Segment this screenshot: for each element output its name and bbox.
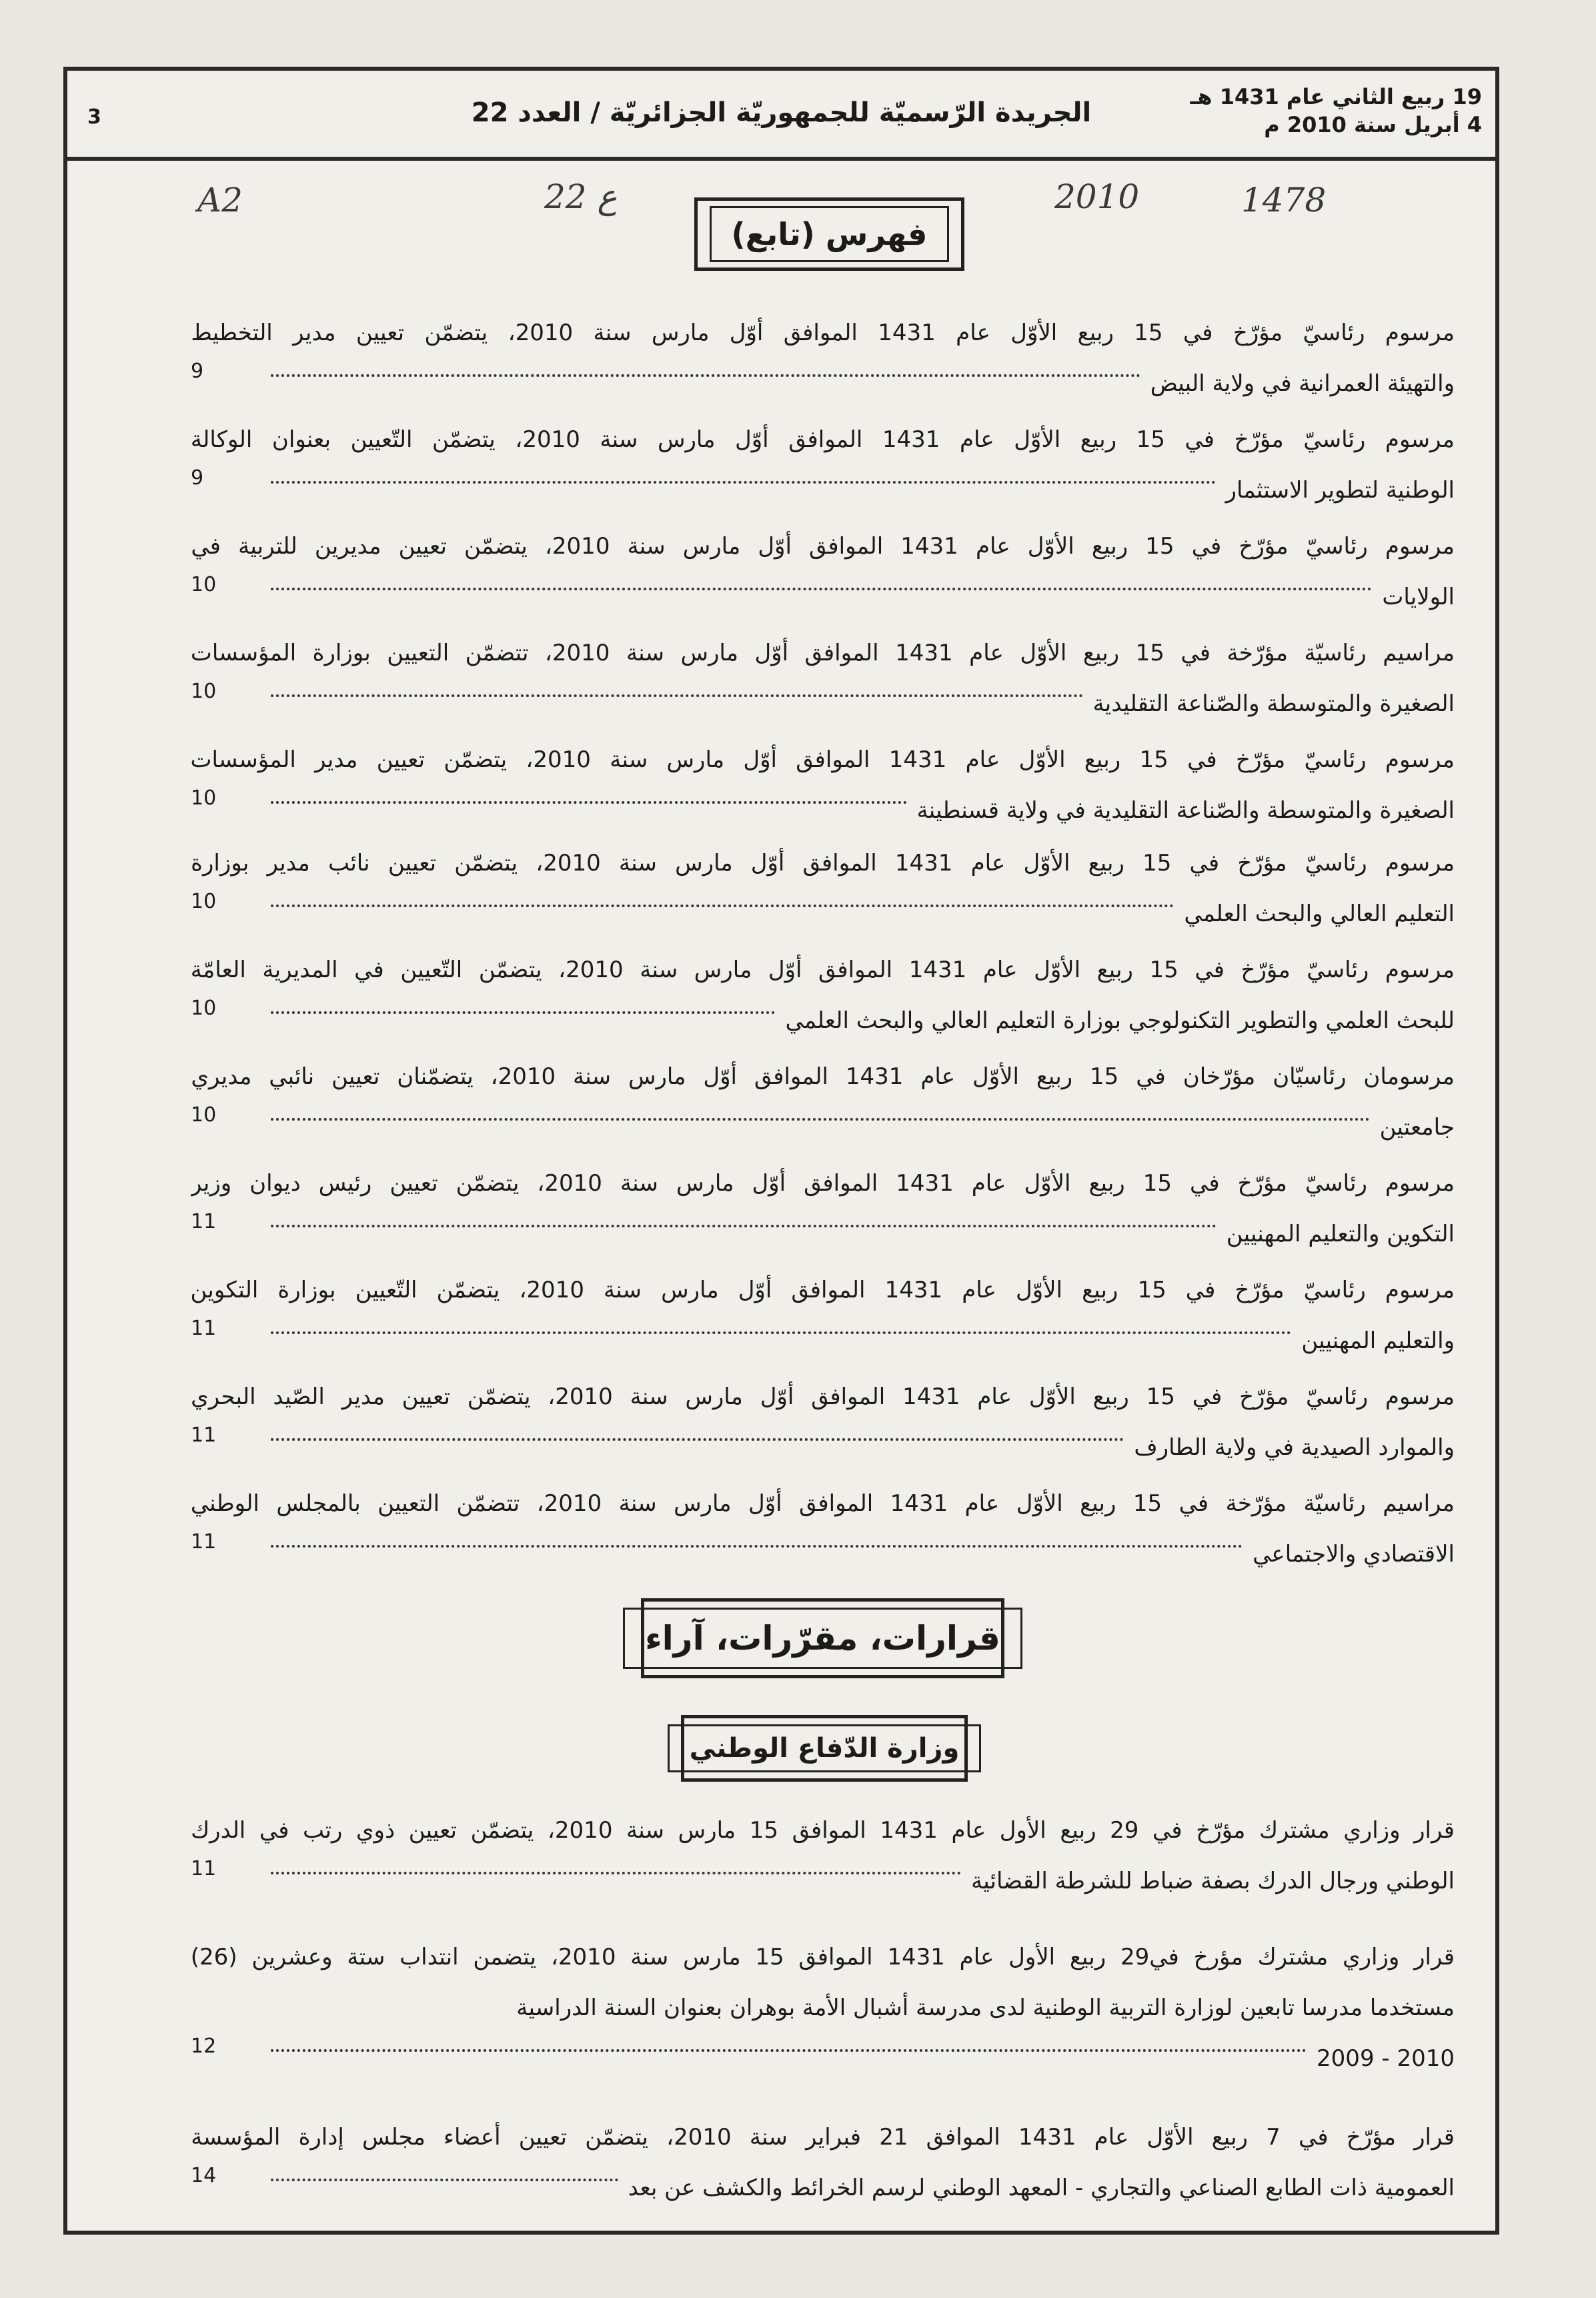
toc-entry-text xyxy=(191,1158,1455,1259)
leader-dots xyxy=(271,1011,775,1014)
leader-dots xyxy=(271,694,1083,697)
toc-entry-line2: والموارد الصيدية في ولاية الطارف xyxy=(1134,1434,1455,1461)
decision-entry xyxy=(191,1805,1455,1892)
toc-entry-line1: مرسوم رئاسيّ مؤرّخ في 15 ربيع الأوّل عام 1431 الموافق أوّل مارس سنة 2010، يتضمّن التّعيين بوزارة التكوين xyxy=(191,1277,1455,1303)
toc-entry-text xyxy=(191,414,1455,516)
toc-entry-line2: التكوين والتعليم المهنيين xyxy=(1226,1221,1455,1247)
toc-entry xyxy=(191,1158,1455,1245)
toc-entry-line2: الولايات xyxy=(1382,584,1455,610)
toc-entry-page: 10 xyxy=(191,786,217,810)
leader-dots xyxy=(271,801,907,804)
decision-text xyxy=(191,1932,1455,2084)
toc-entry-page: 11 xyxy=(191,1317,217,1340)
decision-line: مستخدما مدرسا تابعين لوزارة التربية الوطنية لدى مدرسة أشبال الأمة بوهران بعنوان السنة الدراسية xyxy=(516,1994,1455,2021)
toc-entry-line2: الصغيرة والمتوسطة والصّناعة التقليدية xyxy=(1092,690,1455,717)
handwritten-note-d: 1478 xyxy=(1241,181,1327,219)
leader-dots xyxy=(271,481,1216,484)
toc-entry-line1: مرسوم رئاسيّ مؤرّخ في 15 ربيع الأوّل عام 1431 الموافق أوّل مارس سنة 2010، يتضمّن تعيين رئيس ديوان وزير xyxy=(191,1170,1455,1197)
toc-entry-text xyxy=(191,945,1455,1046)
toc-entry-page: 9 xyxy=(191,360,204,383)
toc-entry xyxy=(191,1371,1455,1461)
header-date-gregorian: 4 أبريل سنة 2010 م xyxy=(1264,112,1482,137)
decision-line: 2010 - 2009 xyxy=(1317,2045,1455,2072)
toc-entry-line2: التعليم العالي والبحث العلمي xyxy=(1184,901,1455,927)
toc-entry-line1: مرسوم رئاسيّ مؤرّخ في 15 ربيع الأوّل عام 1431 الموافق أوّل مارس سنة 2010، يتضمّن تعيين نائب مدير بوزارة xyxy=(191,850,1455,877)
toc-entry-text xyxy=(191,521,1455,622)
toc-entry xyxy=(191,838,1455,925)
toc-entry-line1: مرسوم رئاسيّ مؤرّخ في 15 ربيع الأوّل عام 1431 الموافق أوّل مارس سنة 2010، يتضمّن تعيين مدير المؤسسات xyxy=(191,746,1455,773)
decision-line: العمومية ذات الطابع الصناعي والتجاري - المعهد الوطني لرسم الخرائط والكشف عن بعد xyxy=(628,2175,1455,2201)
toc-entry-line1: مرسوم رئاسيّ مؤرّخ في 15 ربيع الأوّل عام 1431 الموافق أوّل مارس سنة 2010، يتضمّن التّعيين بعنوان الوكالة xyxy=(191,426,1455,453)
leader-dots xyxy=(271,374,1140,377)
decision-page: 12 xyxy=(191,2035,217,2058)
toc-entry-line1: مرسوم رئاسيّ مؤرّخ في 15 ربيع الأوّل عام 1431 الموافق أوّل مارس سنة 2010، يتضمّن التّعيين في المديرية العامّة xyxy=(191,957,1455,983)
toc-entry-line1: مراسيم رئاسيّة مؤرّخة في 15 ربيع الأوّل عام 1431 الموافق أوّل مارس سنة 2010، تتضمّن التعيين بالمجلس الوطني xyxy=(191,1490,1455,1517)
toc-entry xyxy=(191,734,1455,824)
header-page-number: 3 xyxy=(87,105,101,129)
ministry-title: وزارة الدّفاع الوطني xyxy=(668,1724,982,1772)
toc-entry-page: 11 xyxy=(191,1210,217,1233)
toc-entry-page: 10 xyxy=(191,890,217,913)
gazette-page xyxy=(63,67,1499,2235)
toc-entry xyxy=(191,945,1455,1034)
toc-entry-text xyxy=(191,1371,1455,1473)
toc-title-box xyxy=(694,197,964,271)
toc-entry xyxy=(191,521,1455,608)
toc-entry-line2: الاقتصادي والاجتماعي xyxy=(1253,1541,1455,1568)
toc-entry-line1: مرسومان رئاسيّان مؤرّخان في 15 ربيع الأوّل عام 1431 الموافق أوّل مارس سنة 2010، يتضمّنان تعيين نائبي مديري xyxy=(191,1063,1455,1090)
toc-entry-line1: مراسيم رئاسيّة مؤرّخة في 15 ربيع الأوّل عام 1431 الموافق أوّل مارس سنة 2010، تتضمّن التعيين بوزارة المؤسسات xyxy=(191,640,1455,666)
toc-entry-line2: والتهيئة العمرانية في ولاية البيض xyxy=(1150,370,1455,397)
decision-line: قرار وزاري مشترك مؤرّخ في 29 ربيع الأول عام 1431 الموافق 15 مارس سنة 2010، يتضمّن تعيين ذوي رتب في الدرك xyxy=(191,1817,1455,1844)
leader-dots xyxy=(271,1118,1370,1121)
toc-entry-page: 10 xyxy=(191,680,217,703)
toc-entry xyxy=(191,1478,1455,1568)
section-title: قرارات، مقرّرات، آراء xyxy=(623,1608,1022,1669)
section-title-box xyxy=(641,1598,1004,1678)
leader-dots xyxy=(271,1331,1291,1334)
leader-dots xyxy=(271,1438,1124,1441)
toc-entry xyxy=(191,1265,1455,1354)
toc-entry-line1: مرسوم رئاسيّ مؤرّخ في 15 ربيع الأوّل عام 1431 الموافق أوّل مارس سنة 2010، يتضمّن تعيين مدير الصّيد البحري xyxy=(191,1383,1455,1410)
toc-entry-page: 11 xyxy=(191,1530,217,1554)
toc-entry-page: 11 xyxy=(191,1423,217,1447)
toc-entry-page: 9 xyxy=(191,466,204,490)
toc-entry-line2: الوطنية لتطوير الاستثمار xyxy=(1225,477,1455,504)
leader-dots xyxy=(271,1872,961,1874)
toc-entry-line2: والتعليم المهنيين xyxy=(1301,1327,1455,1354)
decision-entry xyxy=(191,1932,1455,2072)
leader-dots xyxy=(271,2049,1307,2052)
decision-page: 11 xyxy=(191,1857,217,1880)
toc-entry-page: 10 xyxy=(191,997,217,1020)
leader-dots xyxy=(271,588,1372,590)
toc-entry-text xyxy=(191,838,1455,939)
toc-entry-text xyxy=(191,1478,1455,1580)
leader-dots xyxy=(271,1225,1217,1227)
header-date-hijri: 19 ربيع الثاني عام 1431 هـ xyxy=(1190,84,1482,109)
decision-entry xyxy=(191,2112,1455,2199)
handwritten-note-c: 2010 xyxy=(1054,177,1140,216)
decision-text xyxy=(191,1805,1455,1906)
toc-entry-line1: مرسوم رئاسيّ مؤرّخ في 15 ربيع الأوّل عام 1431 الموافق أوّل مارس سنة 2010، يتضمّن تعيين مدير التخطيط xyxy=(191,320,1455,346)
toc-entry xyxy=(191,628,1455,717)
decision-page: 14 xyxy=(191,2164,217,2187)
decision-line: قرار وزاري مشترك مؤرخ في29 ربيع الأول عام 1431 الموافق 15 مارس سنة 2010، يتضمن انتداب ستة وعشرين (26) xyxy=(191,1944,1455,1970)
toc-entry-page: 10 xyxy=(191,573,217,596)
handwritten-note-a: A2 xyxy=(197,181,243,219)
ministry-title-box xyxy=(681,1715,968,1782)
page-header xyxy=(67,71,1495,161)
toc-entry-text xyxy=(191,308,1455,409)
decision-line: الوطني ورجال الدرك بصفة ضباط للشرطة القضائية xyxy=(971,1868,1455,1894)
toc-entry-page: 10 xyxy=(191,1103,217,1127)
toc-entry-text xyxy=(191,628,1455,729)
toc-entry-line2: للبحث العلمي والتطوير التكنولوجي بوزارة التعليم العالي والبحث العلمي xyxy=(785,1007,1455,1034)
toc-entry-line2: جامعتين xyxy=(1379,1114,1455,1141)
toc-entry-text xyxy=(191,734,1455,836)
decision-line: قرار مؤرّخ في 7 ربيع الأوّل عام 1431 الموافق 21 فبراير سنة 2010، يتضمّن تعيين أعضاء مجلس إدارة المؤسسة xyxy=(191,2124,1455,2151)
leader-dots xyxy=(271,2179,618,2181)
toc-title: فهرس (تابع) xyxy=(710,206,950,262)
toc-entry-text xyxy=(191,1051,1455,1153)
leader-dots xyxy=(271,905,1174,907)
toc-entry xyxy=(191,1051,1455,1141)
toc-entry xyxy=(191,414,1455,504)
leader-dots xyxy=(271,1545,1243,1548)
toc-entry xyxy=(191,308,1455,397)
decision-text xyxy=(191,2112,1455,2213)
handwritten-note-b: 22 ع xyxy=(544,177,618,216)
toc-entry-line2: الصغيرة والمتوسطة والصّناعة التقليدية في ولاية قسنطينة xyxy=(916,797,1455,824)
toc-entry-line1: مرسوم رئاسيّ مؤرّخ في 15 ربيع الأوّل عام 1431 الموافق أوّل مارس سنة 2010، يتضمّن تعيين مديرين للتربية في xyxy=(191,533,1455,560)
toc-entry-text xyxy=(191,1265,1455,1366)
header-title: الجريدة الرّسميّة للجمهوريّة الجزائريّة / العدد 22 xyxy=(471,97,1092,128)
